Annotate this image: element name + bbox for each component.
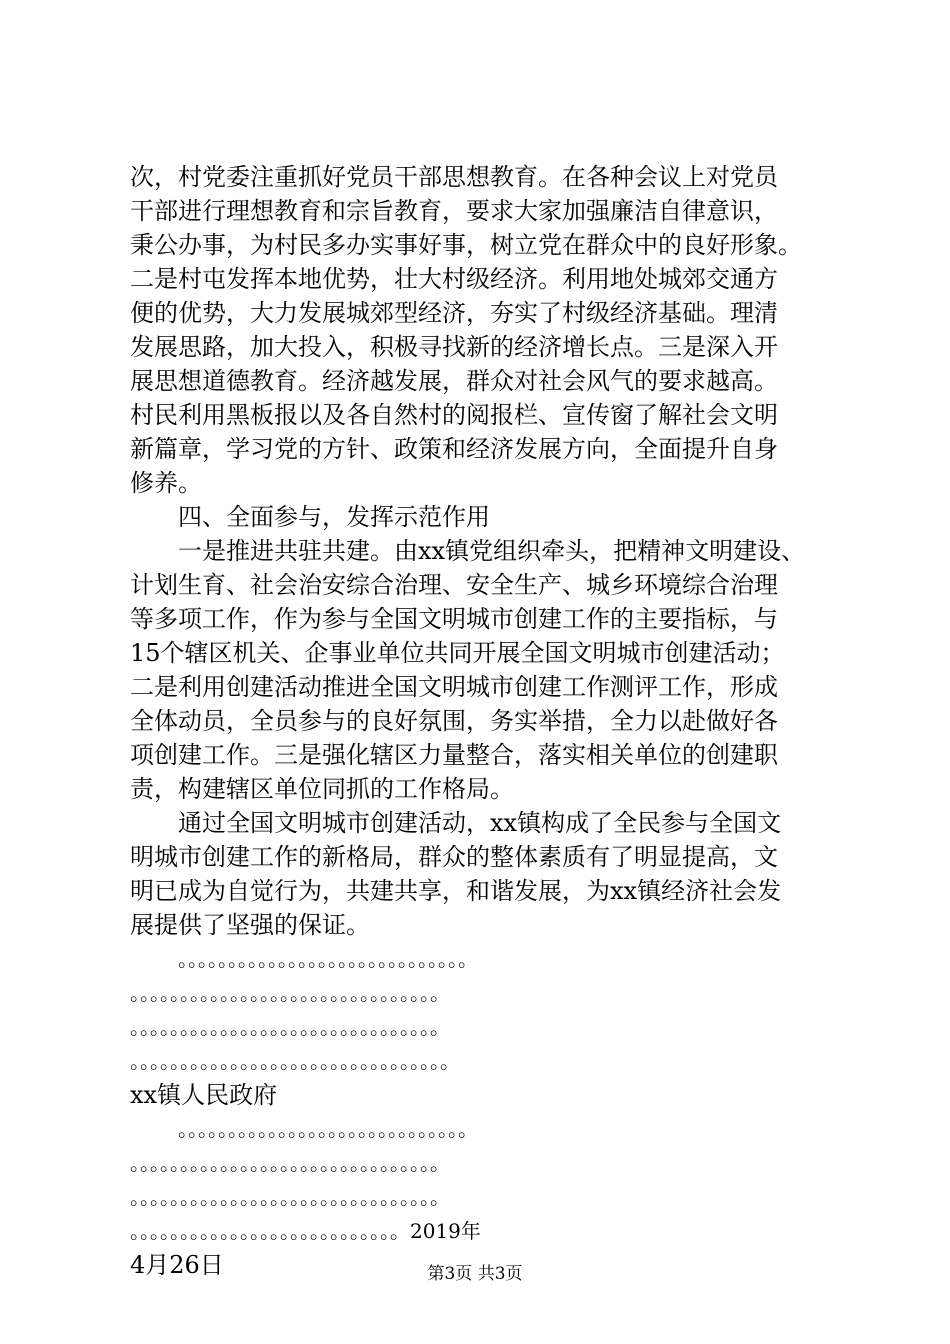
paragraph-line: 15个辖区机关、企事业单位共同开展全国文明城市创建活动； xyxy=(130,639,785,667)
dot-leader-date-line: 。。。。。。。。。。。。。。。。。。。。。。。。。。。2019年 xyxy=(130,1219,481,1243)
dot-leader-line: 。。。。。。。。。。。。。。。。。。。。。。。。。。。。。。。 xyxy=(130,1185,450,1209)
dot-leader-line: 。。。。。。。。。。。。。。。。。。。。。。。。。。。。。。。 xyxy=(130,1151,450,1175)
paragraph-line: 二是利用创建活动推进全国文明城市创建工作测评工作，形成 xyxy=(130,673,778,701)
paragraph-line: 二是村屯发挥本地优势，壮大村级经济。利用地处城郊交通方 xyxy=(130,265,778,293)
paragraph-line: 通过全国文明城市创建活动，xx镇构成了全民参与全国文 xyxy=(178,809,782,837)
signature-date: 4月26日 xyxy=(130,1251,224,1279)
signature-organization: xx镇人民政府 xyxy=(130,1081,278,1109)
paragraph-line: 责，构建辖区单位同抓的工作格局。 xyxy=(130,775,514,803)
dot-leader-line: 。。。。。。。。。。。。。。。。。。。。。。。。。。。。。。。 xyxy=(130,981,450,1005)
paragraph-line: 村民利用黑板报以及各自然村的阅报栏、宣传窗了解社会文明 xyxy=(130,401,778,429)
paragraph-line: 展思想道德教育。经济越发展，群众对社会风气的要求越高。 xyxy=(130,367,778,395)
paragraph-line: 秉公办事，为村民多办实事好事，树立党在群众中的良好形象。 xyxy=(130,231,802,259)
dot-leader-line: 。。。。。。。。。。。。。。。。。。。。。。。。。。。。。 xyxy=(178,947,478,971)
paragraph-line: 修养。 xyxy=(130,469,202,497)
paragraph-line: 项创建工作。三是强化辖区力量整合，落实相关单位的创建职 xyxy=(130,741,778,769)
paragraph-line: 明已成为自觉行为，共建共享，和谐发展，为xx镇经济社会发 xyxy=(130,877,782,905)
paragraph-line: 一是推进共驻共建。由xx镇党组织牵头，把精神文明建设、 xyxy=(178,537,806,565)
paragraph-line: 明城市创建工作的新格局，群众的整体素质有了明显提高，文 xyxy=(130,843,778,871)
paragraph-line: 计划生育、社会治安综合治理、安全生产、城乡环境综合治理 xyxy=(130,571,778,599)
dot-leader-line: 。。。。。。。。。。。。。。。。。。。。。。。。。。。。。。。。 xyxy=(130,1049,460,1073)
paragraph-line: 次，村党委注重抓好党员干部思想教育。在各种会议上对党员 xyxy=(130,163,778,191)
paragraph-line: 展提供了坚强的保证。 xyxy=(130,911,370,939)
paragraph-line: 干部进行理想教育和宗旨教育，要求大家加强廉洁自律意识， xyxy=(130,197,778,225)
body-text xyxy=(130,160,840,1282)
paragraph-line: 发展思路，加大投入，积极寻找新的经济增长点。三是深入开 xyxy=(130,333,778,361)
section-heading: 四、全面参与，发挥示范作用 xyxy=(178,503,490,531)
paragraph-line: 便的优势，大力发展城郊型经济，夯实了村级经济基础。理清 xyxy=(130,299,778,327)
dot-leader-line: 。。。。。。。。。。。。。。。。。。。。。。。。。。。。。。。 xyxy=(130,1015,450,1039)
page-footer: 第3页 共3页 xyxy=(427,1264,523,1284)
paragraph-line: 全体动员，全员参与的良好氛围，务实举措，全力以赴做好各 xyxy=(130,707,778,735)
paragraph-line: 新篇章，学习党的方针、政策和经济发展方向，全面提升自身 xyxy=(130,435,778,463)
dot-leader-line: 。。。。。。。。。。。。。。。。。。。。。。。。。。。。。 xyxy=(178,1117,478,1141)
paragraph-line: 等多项工作，作为参与全国文明城市创建工作的主要指标，与 xyxy=(130,605,778,633)
